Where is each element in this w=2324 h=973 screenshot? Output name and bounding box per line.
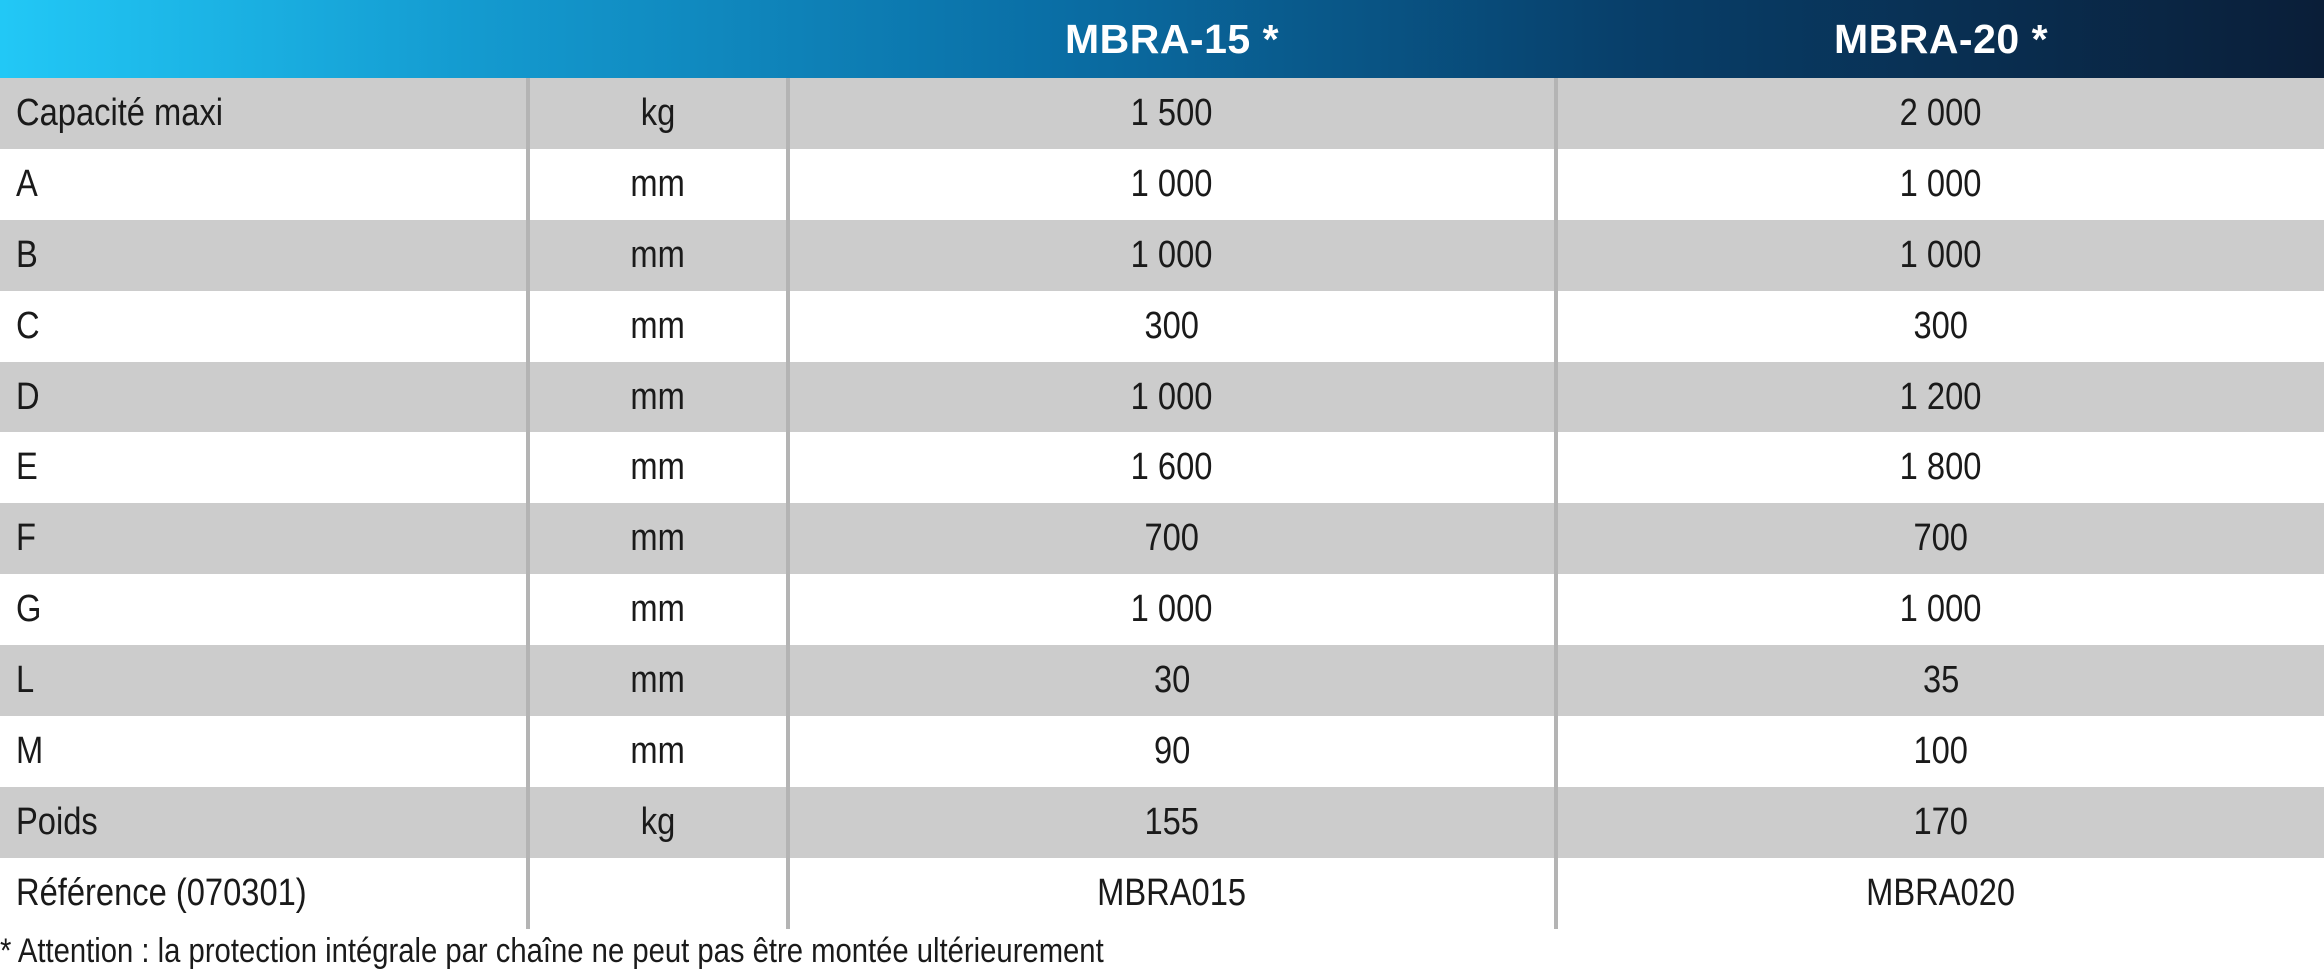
row-unit: mm [630, 446, 686, 489]
value-mbra20: 1 800 [1900, 446, 1982, 489]
column-divider [526, 78, 530, 929]
row-label: A [16, 162, 38, 205]
table-header [0, 0, 2324, 78]
value-mbra20: 1 000 [1900, 233, 1982, 276]
table-row [0, 220, 2324, 291]
row-unit: mm [630, 659, 686, 702]
value-mbra20: 35 [1922, 659, 1960, 702]
row-unit: mm [630, 588, 686, 631]
header-label-col [0, 0, 526, 78]
table-row [0, 78, 2324, 149]
value-mbra15: 30 [1153, 659, 1191, 702]
value-mbra20: 300 [1913, 304, 1969, 347]
header-model-mbra20: MBRA-20 * [1833, 16, 2049, 62]
table-row [0, 291, 2324, 362]
row-unit: mm [630, 375, 686, 418]
row-label: C [16, 304, 40, 347]
table-row [0, 362, 2324, 433]
row-label: F [16, 517, 36, 560]
header-model-mbra15: MBRA-15 * [1064, 16, 1280, 62]
column-divider [786, 78, 790, 929]
table-row [0, 149, 2324, 220]
table-row [0, 645, 2324, 716]
row-unit: kg [640, 800, 676, 843]
value-mbra20: 100 [1913, 729, 1969, 772]
value-mbra20: 1 200 [1900, 375, 1982, 418]
value-mbra15: 700 [1144, 517, 1200, 560]
row-label: Poids [16, 800, 98, 843]
row-label: Référence (070301) [16, 871, 307, 914]
value-mbra15: 1 600 [1131, 446, 1213, 489]
row-label: D [16, 375, 40, 418]
row-unit: mm [630, 233, 686, 276]
row-unit: kg [640, 91, 676, 134]
value-mbra20: 1 000 [1900, 588, 1982, 631]
value-mbra15: 1 000 [1131, 162, 1213, 205]
value-mbra20: 1 000 [1900, 162, 1982, 205]
row-label: G [16, 588, 42, 631]
row-label: B [16, 233, 38, 276]
table-row [0, 858, 2324, 929]
value-mbra15: 1 000 [1131, 375, 1213, 418]
header-unit-col [530, 0, 786, 78]
row-label: Capacité maxi [16, 91, 224, 134]
value-mbra15: MBRA015 [1097, 871, 1247, 914]
value-mbra20: 700 [1913, 517, 1969, 560]
row-label: L [16, 659, 35, 702]
value-mbra20: MBRA020 [1866, 871, 2016, 914]
table-row [0, 432, 2324, 503]
row-unit: mm [630, 517, 686, 560]
table-row [0, 787, 2324, 858]
table-row [0, 574, 2324, 645]
value-mbra15: 155 [1144, 800, 1200, 843]
row-unit: mm [630, 729, 686, 772]
value-mbra15: 90 [1153, 729, 1191, 772]
footnote [0, 932, 1283, 971]
value-mbra20: 2 000 [1900, 91, 1982, 134]
row-label: M [16, 729, 44, 772]
row-unit: mm [630, 304, 686, 347]
value-mbra20: 170 [1913, 800, 1969, 843]
table-row [0, 503, 2324, 574]
row-unit: mm [630, 162, 686, 205]
footnote-text: * Attention : la protection intégrale par chaîne ne peut pas être montée ultérieurement [0, 932, 1104, 970]
row-label: E [16, 446, 38, 489]
table-row [0, 716, 2324, 787]
value-mbra15: 1 500 [1131, 91, 1213, 134]
column-divider [1554, 78, 1558, 929]
value-mbra15: 1 000 [1131, 588, 1213, 631]
value-mbra15: 300 [1144, 304, 1200, 347]
value-mbra15: 1 000 [1131, 233, 1213, 276]
